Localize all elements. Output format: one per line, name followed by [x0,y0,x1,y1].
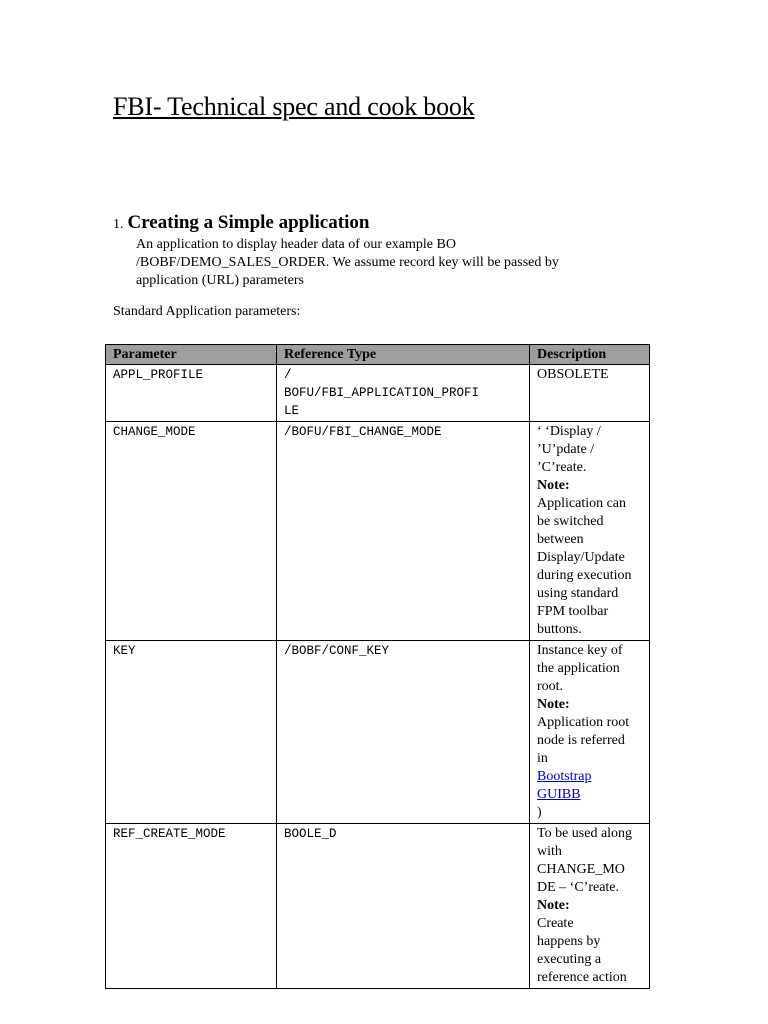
intro-line: An application to display header data of our example BO [136,237,456,252]
link-suffix: ) [537,805,542,820]
note-line: buttons. [537,622,582,637]
description-cell [530,422,650,641]
reference-line: /BOBF/CONF_KEY [284,644,390,658]
parameter-cell: APPL_PROFILE [106,365,277,422]
description-line: CHANGE_MO [537,862,625,877]
parameter-cell: KEY [106,641,277,824]
parameter-cell: REF_CREATE_MODE [106,824,277,989]
note-line: using standard [537,586,619,601]
column-header-reference-type: Reference Type [277,345,530,365]
guibb-link[interactable]: GUIBB [537,787,581,802]
table-row [106,365,650,422]
note-line: executing a [537,952,602,967]
note-label: Note: [537,697,570,712]
intro-line: /BOBF/DEMO_SALES_ORDER. We assume record key will be passed by [136,255,559,270]
intro-line: application (URL) parameters [136,273,304,288]
document-title: FBI- Technical spec and cook book [113,92,475,121]
description-line: ‘ ‘Display / [537,424,601,439]
link-line [537,786,642,822]
description-line: ’U’pdate / [537,442,595,457]
reference-line: BOOLE_D [284,827,337,841]
description-cell [530,365,650,422]
note-line: Display/Update [537,550,625,565]
note-line: FPM toolbar [537,604,609,619]
description-line: with [537,844,562,859]
description-line: ’C’reate. [537,460,587,475]
table-row [106,422,650,641]
column-header-description: Description [530,345,650,365]
section-heading: Creating a Simple application [127,212,370,233]
section-number: 1. [113,217,124,232]
link-prefix: in [537,751,548,766]
reference-type-cell [277,365,530,422]
reference-line: BOFU/FBI_APPLICATION_PROFI [284,386,480,400]
note-line: node is referred [537,733,625,748]
bootstrap-link[interactable]: Bootstrap [537,769,592,784]
note-line: reference action [537,970,627,985]
reference-type-cell [277,824,530,989]
reference-line: /BOFU/FBI_CHANGE_MODE [284,425,442,439]
link-line [537,750,642,786]
section-heading-row [113,212,369,234]
description-line: OBSOLETE [537,367,609,382]
intro-paragraph [136,236,616,290]
note-line: during execution [537,568,632,583]
description-line: Instance key of [537,643,623,658]
description-cell [530,641,650,824]
parameter-cell: CHANGE_MODE [106,422,277,641]
params-label: Standard Application parameters: [113,304,301,319]
table-row [106,641,650,824]
table-row [106,824,650,989]
description-line: DE – ‘C’reate. [537,880,620,895]
description-line: To be used along [537,826,633,841]
note-line: Application root [537,715,630,730]
note-line: between [537,532,584,547]
reference-line: LE [284,404,300,418]
note-line: Application can [537,496,627,511]
note-label: Note: [537,478,570,493]
note-inline-line [537,897,642,933]
reference-type-cell [277,641,530,824]
description-line: root. [537,679,564,694]
column-header-parameter: Parameter [106,345,277,365]
reference-line: / [284,368,292,382]
note-line: be switched [537,514,604,529]
reference-type-cell [277,422,530,641]
description-line: the application [537,661,620,676]
note-inline-text: Create [537,916,574,931]
note-label: Note: [537,898,570,913]
description-cell [530,824,650,989]
table-header-row [106,345,650,365]
note-line: happens by [537,934,601,949]
parameters-table [105,344,650,989]
